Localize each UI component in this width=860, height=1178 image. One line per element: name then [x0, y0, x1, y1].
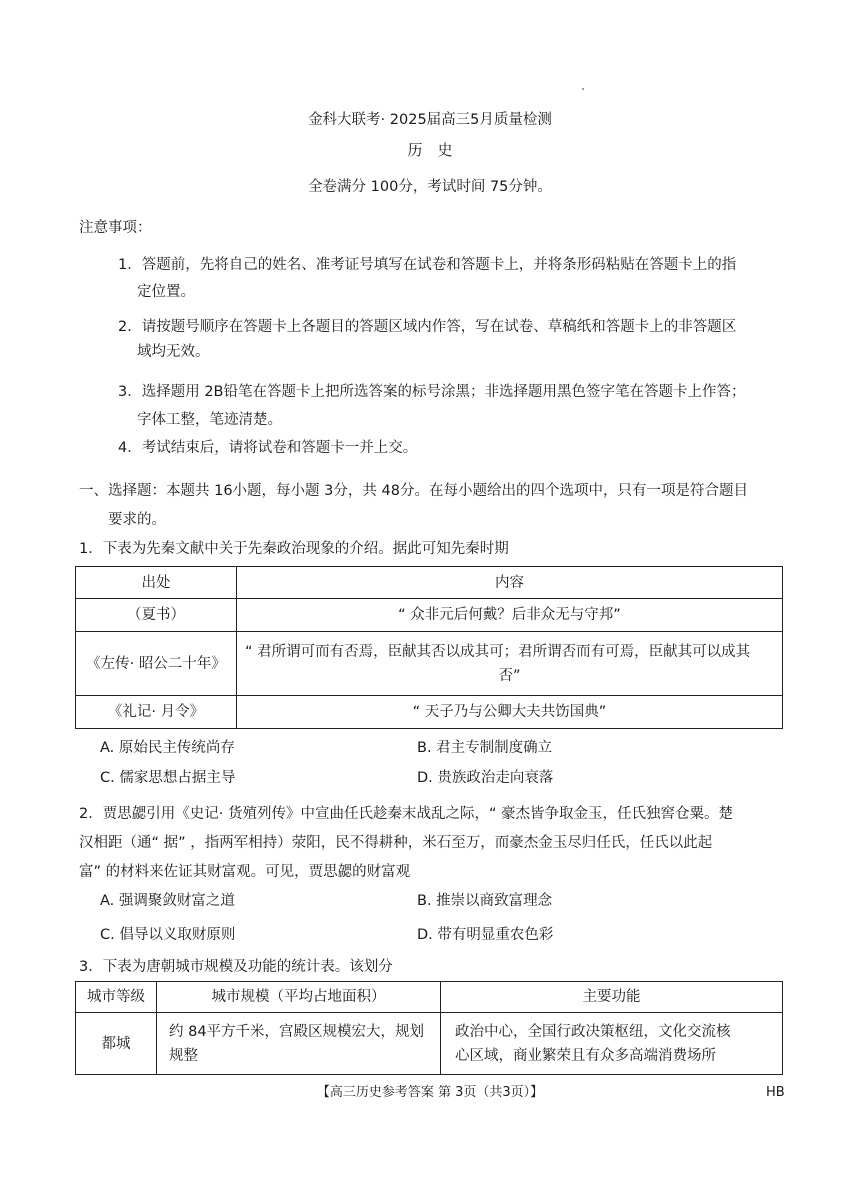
table-row: [76, 632, 783, 696]
q2-stem-line-3: 富” 的材料来佐证其财富观。可见，贾思勰的财富观: [79, 864, 411, 880]
table-cell-line: 约 84平方千米，宫殿区规模宏大，规划: [169, 1023, 425, 1040]
section-1-heading-cont: 要求的。: [108, 512, 166, 528]
table-row: [76, 982, 783, 1013]
table-cell-line: 心区域，商业繁荣且有众多高端消费场所: [455, 1047, 716, 1064]
q2-stem-line-2: 汉相距（通“ 据” ，指两军相持）荥阳，民不得耕种，米石至万，而豪杰金玉尽归任氏，任氏以此起: [79, 835, 713, 851]
footer-page-label: 【高三历史参考答案 第 3页（共3页）】: [316, 1085, 544, 1100]
q1-option-a: A. 原始民主传统尚存: [100, 740, 235, 756]
table-cell-line: 政治中心，全国行政决策枢纽，文化交流核: [455, 1023, 731, 1040]
table-cell: [157, 1013, 441, 1075]
scan-speck: [582, 88, 584, 90]
q1-option-c: C. 儒家思想占据主导: [100, 770, 236, 786]
subject-title: 历 史: [407, 141, 453, 159]
table-cell: “ 众非元后何戴？后非众无与守邦”: [237, 599, 783, 632]
table-header-cell: 城市等级: [76, 982, 157, 1013]
exam-title: 金科大联考· 2025届高三5月质量检测: [308, 112, 552, 128]
table-header-cell: 城市规模（平均占地面积）: [157, 982, 441, 1013]
note-item-3-line-1: 3．选择题用 2B铅笔在答题卡上把所选答案的标号涂黑；非选择题用黑色签字笔在答题卡上作答；: [118, 384, 746, 400]
note-item-2-line-2: 域均无效。: [137, 344, 210, 360]
q2-option-a: A. 强调聚敛财富之道: [100, 893, 235, 909]
table-cell-line: 规整: [169, 1047, 198, 1064]
table-cell: [237, 632, 783, 696]
footer-code: HB: [766, 1085, 785, 1100]
q1-table: [75, 566, 783, 729]
table-cell-line: 否”: [498, 667, 521, 684]
score-info: 全卷满分 100分，考试时间 75分钟。: [308, 179, 552, 195]
q1-option-d: D. 贵族政治走向衰落: [417, 770, 554, 786]
q2-option-c: C. 倡导以义取财原则: [100, 927, 236, 943]
q1-option-b: B. 君主专制制度确立: [417, 740, 553, 756]
table-cell: 都城: [76, 1013, 157, 1075]
table-row: [76, 1013, 783, 1075]
table-row: [76, 567, 783, 599]
notes-heading: 注意事项：: [79, 220, 152, 236]
section-1-heading: 一、选择题：本题共 16小题，每小题 3分，共 48分。在每小题给出的四个选项中，只有一项是符合题目: [79, 483, 748, 499]
q1-stem: 1．下表为先秦文献中关于先秦政治现象的介绍。据此可知先秦时期: [79, 541, 509, 557]
table-row: [76, 696, 783, 729]
q2-option-d: D. 带有明显重农色彩: [417, 927, 554, 943]
q3-stem: 3．下表为唐朝城市规模及功能的统计表。该划分: [79, 959, 393, 975]
note-item-1-line-2: 定位置。: [137, 284, 195, 300]
table-header-cell: 出处: [76, 567, 237, 599]
note-item-1-line-1: 1．答题前，先将自己的姓名、准考证号填写在试卷和答题卡上，并将条形码粘贴在答题卡上的指: [118, 257, 737, 273]
table-header-cell: 主要功能: [441, 982, 783, 1013]
table-cell: [441, 1013, 783, 1075]
table-cell-line: “ 君所谓可而有否焉，臣献其否以成其可；君所谓否而有可焉，臣献其可以成其: [245, 643, 751, 660]
table-cell: 《左传· 昭公二十年》: [76, 632, 237, 696]
table-row: [76, 599, 783, 632]
note-item-3-line-2: 字体工整，笔迹清楚。: [137, 412, 282, 428]
q2-option-b: B. 推崇以商致富理念: [417, 893, 553, 909]
note-item-2-line-1: 2．请按题号顺序在答题卡上各题目的答题区域内作答，写在试卷、草稿纸和答题卡上的非答题区: [118, 319, 737, 335]
q2-stem-line-1: 2．贾思勰引用《史记· 货殖列传》中宣曲任氏趁秦末战乱之际，“ 豪杰皆争取金玉，任氏独窖仓粟。楚: [79, 806, 734, 822]
table-cell: （夏书）: [76, 599, 237, 632]
q3-table: [75, 981, 783, 1075]
table-cell: “ 天子乃与公卿大夫共饬国典”: [237, 696, 783, 729]
table-header-cell: 内容: [237, 567, 783, 599]
note-item-4: 4．考试结束后，请将试卷和答题卡一并上交。: [118, 440, 418, 456]
table-cell: 《礼记· 月令》: [76, 696, 237, 729]
